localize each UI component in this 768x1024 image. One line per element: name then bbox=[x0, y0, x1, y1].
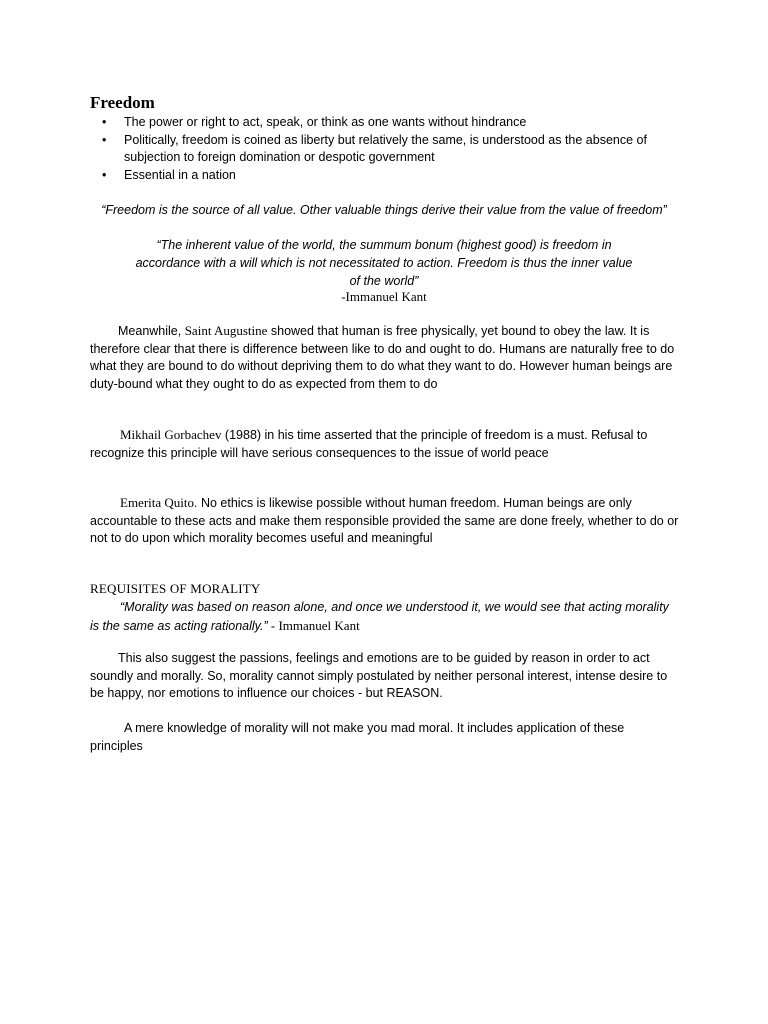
section-title: REQUISITES OF MORALITY bbox=[90, 581, 261, 596]
definition-list bbox=[100, 114, 680, 184]
kant-quote-2: “The inherent value of the world, the summum bonum (highest good) is freedom in accordance with a will which is not necessitated to action. Freedom is thus the inner value of the world” bbox=[135, 238, 633, 288]
gorbachev-name: Mikhail Gorbachev bbox=[120, 427, 222, 442]
list-item-text: Politically, freedom is coined as liberty but relatively the same, is understood as the absence of subjection to foreign domination or despotic government bbox=[124, 132, 647, 164]
augustine-text: showed that human is free physically, yet bound to obey the law. It is therefore clear that there is difference between like to do and ought to do. Humans are naturally free to do what they are bound to do without depriving them to do what they want to do. However human beings are duty-bound what they ought to do as expected from them to do bbox=[90, 324, 675, 391]
list-item bbox=[100, 132, 680, 167]
kant-quote-1: “Freedom is the source of all value. Other valuable things derive their value from the value of freedom” bbox=[101, 203, 667, 217]
bullet-icon: • bbox=[102, 132, 107, 147]
bullet-icon: • bbox=[102, 167, 107, 182]
bullet-icon: • bbox=[102, 115, 107, 129]
quito-text: . No ethics is likewise possible without human freedom. Human beings are only accountable to these acts and make them responsible provided the same are done freely, whether to do or not to do upon which morality becomes useful and meaningful bbox=[90, 496, 679, 545]
gorbachev-paragraph bbox=[90, 426, 680, 462]
page-title: Freedom bbox=[90, 93, 155, 112]
quito-paragraph bbox=[90, 494, 680, 548]
list-item-text: Essential in a nation bbox=[124, 167, 236, 182]
list-item bbox=[100, 114, 680, 132]
quito-name: Emerita Quito bbox=[120, 495, 195, 510]
morality-quote bbox=[90, 599, 680, 635]
reason-paragraph: This also suggest the passions, feelings and emotions are to be guided by reason in order to act soundly and morally. So, morality cannot simply postulated by neither personal interest, intense desire to be happy, nor emotions to influence our choices - but REASON. bbox=[90, 651, 668, 700]
augustine-name: Saint Augustine bbox=[184, 323, 268, 338]
augustine-paragraph bbox=[90, 322, 680, 393]
quote-attribution: -Immanuel Kant bbox=[341, 289, 427, 304]
morality-quote-text: “Morality was based on reason alone, and once we understood it, we would see that acting morality is the same as acting rationally.” bbox=[90, 600, 669, 633]
morality-quote-attribution: - Immanuel Kant bbox=[267, 617, 360, 633]
list-item bbox=[100, 167, 680, 185]
list-item-text: The power or right to act, speak, or think as one wants without hindrance bbox=[124, 115, 527, 129]
knowledge-paragraph: A mere knowledge of morality will not make you mad moral. It includes application of these principles bbox=[90, 721, 625, 753]
gorbachev-text: (1988) in his time asserted that the principle of freedom is a must. Refusal to recognize this principle will have serious consequences to the issue of world peace bbox=[90, 428, 648, 460]
augustine-lead: Meanwhile, bbox=[118, 324, 185, 338]
